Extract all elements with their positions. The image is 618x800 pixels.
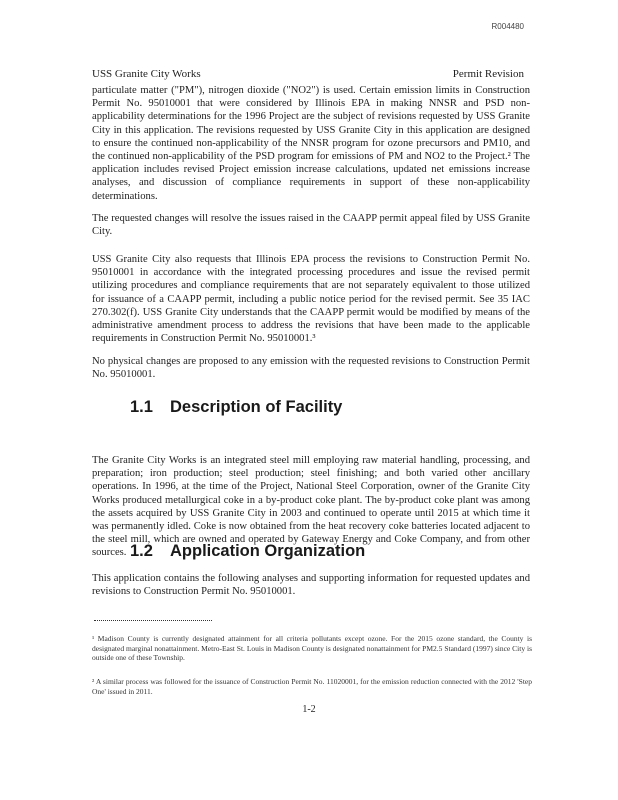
page-number: 1-2 <box>302 704 316 715</box>
paragraph-applicability: particulate matter ("PM"), nitrogen dioxide ("NO2") is used. Certain emission limits in Construction Permit No. 95010001 that were considered by Illinois EPA in making NNSR and PSD non-applicability determinations for the 1996 Project are the subject of revisions requested by USS Granite City in this application. The revisions requested by USS Granite City in this application are designed to ensure the continued non-applicability of the NNSR program for ozone precursors and PM10, and the continued non-applicability of the PSD program for emissions of PM and NO2 to the Project.² The application includes revised Project emission increase calculations, updated net emissions increase analyses, and discussion of compliance requirements in support of these non-applicability determinations. <box>92 85 530 202</box>
section-number: 1.2 <box>130 542 153 560</box>
section-title: Application Organization <box>170 542 366 560</box>
section-number: 1.1 <box>130 398 153 416</box>
header-facility-name: USS Granite City Works <box>92 68 201 80</box>
paragraph-application-organization: This application contains the following analyses and supporting information for requested updates and revisions to Construction Permit No. 95010001. <box>92 573 530 598</box>
section-heading-facility <box>130 398 342 417</box>
section-heading-organization <box>130 542 365 561</box>
section-title: Description of Facility <box>170 398 343 416</box>
paragraph-processing: USS Granite City also requests that Illinois EPA process the revisions to Construction Permit No. 95010001 in accordance with the integrated processing procedures and issue the revised permit utilizing procedures and compliance requirements that are not separately equivalent to those utilized for issuance of a CAAPP permit, including a public notice period for the revised permit. See 35 IAC 270.302(f). USS Granite City understands that the CAAPP permit would be modified by means of the administrative amendment process to address the revisions that have been made to the applicable requirements in Construction Permit No. 95010001.³ <box>92 254 530 345</box>
paragraph-no-physical-changes: No physical changes are proposed to any emission with the requested revisions to Construction Permit No. 95010001. <box>92 356 530 381</box>
paragraph-appeal: The requested changes will resolve the issues raised in the CAAPP permit appeal filed by USS Granite City. <box>92 213 530 238</box>
footnote: ¹ Madison County is currently designated attainment for all criteria pollutants except ozone. For the 2015 ozone standard, the County is designated marginal nonattainment. Metro-East St. Louis in Madison County is designated nonattainment for PM2.5 Standard (1997) since City is outside one of these Township. <box>92 634 532 663</box>
footnote-separator <box>94 620 212 621</box>
header-document-title: Permit Revision <box>452 68 524 80</box>
footnote: ² A similar process was followed for the issuance of Construction Permit No. 11020001, for the emission reduction connected with the 2012 'Step One' issued in 2011. <box>92 677 532 696</box>
paragraph-facility-description: The Granite City Works is an integrated steel mill employing raw material handling, processing, and preparation; iron production; steel production; steel finishing; and both varied other ancillary operations. In 1996, at the time of the Project, National Steel Corporation, owner of the Granite City Works produced metallurgical coke in a by-product coke plant. The by-product coke plant was among the assets acquired by USS Granite City in 2003 and continued to operate until 2015 at which time it was permanently idled. Coke is now obtained from the heat recovery coke batteries located adjacent to the steel mill, which are owned and operated by Gateway Energy and Coke Company, and from other sources. <box>92 455 530 559</box>
bates-number: R004480 <box>491 22 524 31</box>
